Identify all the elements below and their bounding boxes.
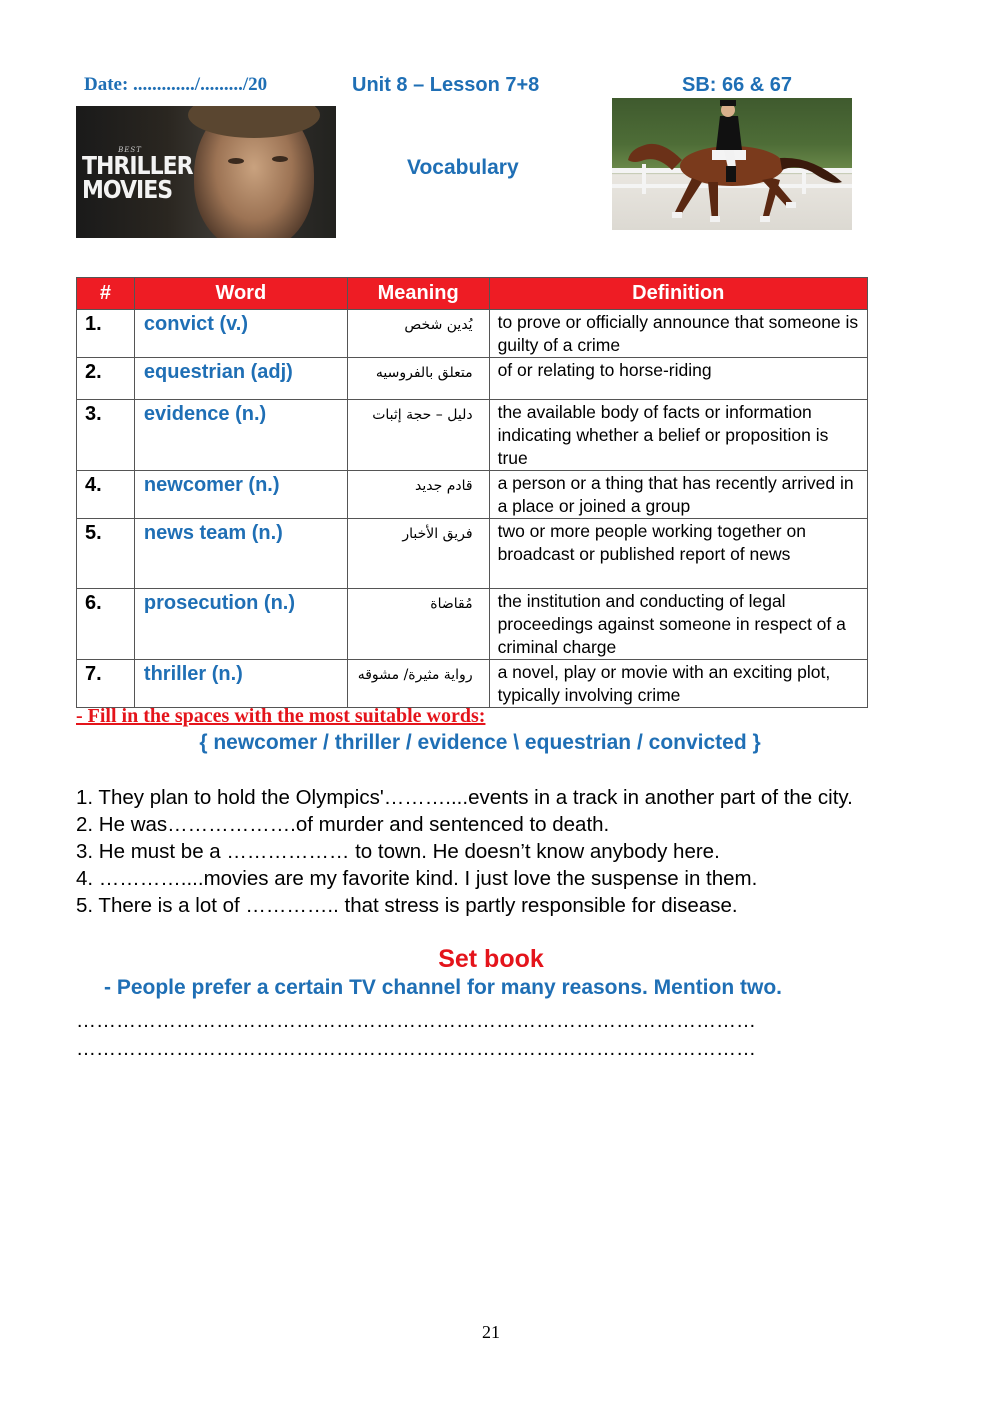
- page-number: 21: [482, 1322, 500, 1342]
- actor-eye: [272, 156, 288, 162]
- row-number: 1.: [77, 310, 135, 358]
- row-word: news team (n.): [134, 519, 347, 589]
- exercise-sentence: 3. He must be a ……………… to town. He doesn’t know anybody here.: [76, 840, 720, 863]
- row-meaning: يُدين شخص: [347, 310, 489, 358]
- thumbnail-thriller-text: THRILLER: [82, 152, 193, 181]
- horse-rider-illustration: [612, 98, 852, 230]
- row-meaning: دليل – حجة إثبات: [347, 400, 489, 471]
- table-row: [77, 400, 868, 471]
- row-definition: of or relating to horse-riding: [489, 358, 867, 400]
- row-number: 2.: [77, 358, 135, 400]
- table-row: [77, 660, 868, 708]
- table-row: [77, 310, 868, 358]
- exercise-sentence: 1. They plan to hold the Olympics'………....events in a track in another part of the city.: [76, 786, 853, 809]
- row-number: 3.: [77, 400, 135, 471]
- row-definition: a person or a thing that has recently arrived in a place or joined a group: [489, 471, 867, 519]
- row-definition: to prove or officially announce that someone is guilty of a crime: [489, 310, 867, 358]
- row-word: convict (v.): [134, 310, 347, 358]
- table-row: [77, 358, 868, 400]
- date-field: Date: ............./........./20: [84, 74, 268, 95]
- row-meaning: رواية مثيرة/ مشوقه: [347, 660, 489, 708]
- word-bank: { newcomer / thriller / evidence \ equestrian / convicted }: [199, 731, 761, 754]
- row-word: newcomer (n.): [134, 471, 347, 519]
- row-meaning: قادم جديد: [347, 471, 489, 519]
- row-definition: the available body of facts or information indicating whether a belief or proposition is true: [489, 400, 867, 471]
- row-meaning: مُقاضاة: [347, 589, 489, 660]
- row-definition: two or more people working together on broadcast or published report of news: [489, 519, 867, 589]
- actor-eye: [228, 158, 244, 164]
- row-number: 5.: [77, 519, 135, 589]
- answer-line: …………………………………………………………………………………………: [76, 1038, 756, 1060]
- row-word: evidence (n.): [134, 400, 347, 471]
- header-word: Word: [134, 278, 347, 310]
- thumbnail-best-text: BEST: [118, 146, 142, 154]
- row-word: thriller (n.): [134, 660, 347, 708]
- row-meaning: متعلق بالفروسيه: [347, 358, 489, 400]
- exercise-sentences: [76, 784, 876, 919]
- exercise-sentence: 5. There is a lot of ………….. that stress is partly responsible for disease.: [76, 894, 738, 917]
- header-definition: Definition: [489, 278, 867, 310]
- exercise-sentence: 2. He was……………….of murder and sentenced to death.: [76, 813, 610, 836]
- thriller-movies-image: [76, 106, 336, 238]
- set-book-title: Set book: [438, 945, 544, 973]
- table-row: [77, 471, 868, 519]
- student-book-pages: SB: 66 & 67: [682, 74, 793, 96]
- section-title: Vocabulary: [407, 156, 519, 179]
- equestrian-image: [612, 98, 852, 230]
- row-definition: a novel, play or movie with an exciting plot, typically involving crime: [489, 660, 867, 708]
- exercise-sentence: 4. …………....movies are my favorite kind. I just love the suspense in them.: [76, 867, 758, 890]
- row-number: 4.: [77, 471, 135, 519]
- row-number: 6.: [77, 589, 135, 660]
- thumbnail-movies-text: MOVIES: [82, 176, 173, 205]
- header-number: #: [77, 278, 135, 310]
- unit-lesson-title: Unit 8 – Lesson 7+8: [352, 74, 540, 96]
- table-row: [77, 519, 868, 589]
- vocabulary-table: [76, 277, 868, 708]
- row-word: equestrian (adj): [134, 358, 347, 400]
- set-book-question: - People prefer a certain TV channel for many reasons. Mention two.: [104, 976, 782, 999]
- exercise-title: - Fill in the spaces with the most suitable words:: [76, 705, 486, 727]
- row-word: prosecution (n.): [134, 589, 347, 660]
- answer-line: …………………………………………………………………………………………: [76, 1010, 756, 1032]
- table-header-row: [77, 278, 868, 310]
- row-definition: the institution and conducting of legal proceedings against someone in respect of a criminal charge: [489, 589, 867, 660]
- header-meaning: Meaning: [347, 278, 489, 310]
- table-row: [77, 589, 868, 660]
- row-meaning: فريق الأخبار: [347, 519, 489, 589]
- row-number: 7.: [77, 660, 135, 708]
